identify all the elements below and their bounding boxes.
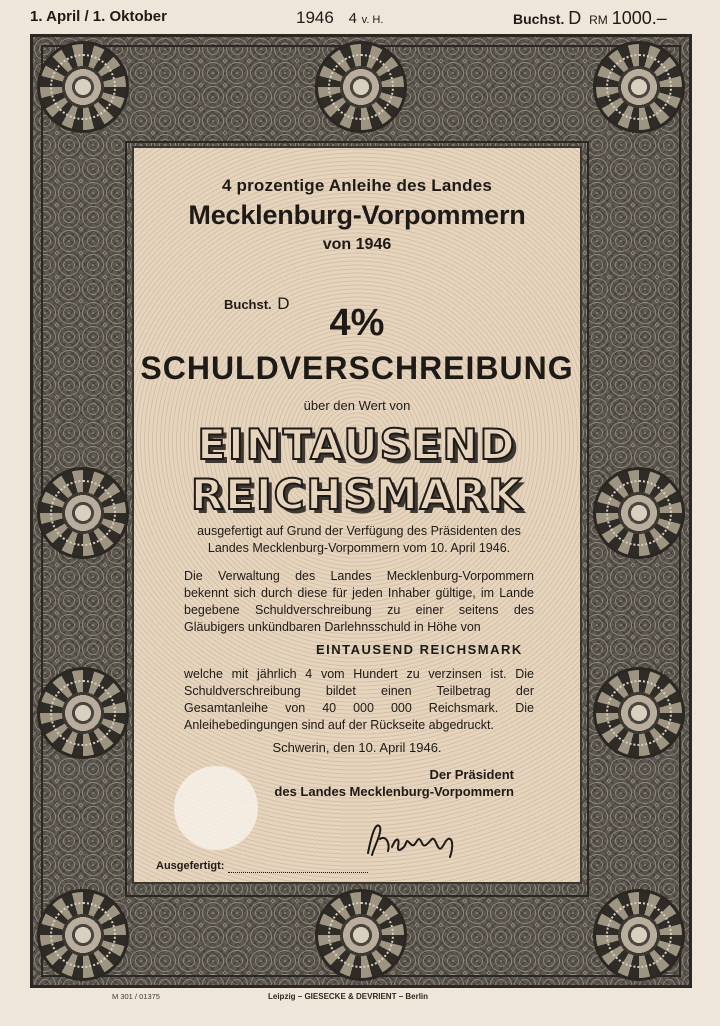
rosette-mid-left <box>37 467 129 559</box>
amount-line-2: REICHSMARK <box>190 470 524 519</box>
issued-signature-line <box>228 872 368 873</box>
interest-percent: 4% <box>329 302 385 344</box>
header-rate: 4 <box>348 10 357 27</box>
header-currency: RM <box>589 13 608 27</box>
header-series-letter: D <box>568 8 582 28</box>
printer-imprint: Leipzig – GIESECKE & DEVRIENT – Berlin <box>268 992 429 1001</box>
amount-line-1: EINTAUSEND <box>197 420 517 469</box>
header-year: 1946 <box>296 8 334 27</box>
bond-title: SCHULDVERSCHREIBUNG <box>140 350 574 386</box>
state-name: Mecklenburg-Vorpommern <box>188 200 526 230</box>
series-letter: D <box>277 294 290 313</box>
handwritten-signature <box>362 813 462 863</box>
certificate-panel <box>132 146 582 884</box>
header-series-value <box>513 8 667 29</box>
rosette-top-right <box>593 41 685 133</box>
amount-in-words: EINTAUSEND REICHSMARK <box>316 642 523 657</box>
header-face-value: 1000.– <box>611 8 667 28</box>
president-block <box>134 766 514 800</box>
rosette-bottom-center <box>315 889 407 981</box>
place-and-date: Schwerin, den 10. April 1946. <box>272 740 442 755</box>
rosette-bottom-left <box>37 889 129 981</box>
president-office: des Landes Mecklenburg-Vorpommern <box>274 784 514 799</box>
coupon-dates: 1. April / 1. Oktober <box>30 8 167 25</box>
rosette-mid-right <box>593 467 685 559</box>
terms-paragraph: welche mit jährlich 4 vom Hundert zu verzinsen ist. Die Schuldverschreibung bildet einen Teilbetrag der Gesamtanleihe von 40 000 000 Reichsmark. Die Anleihebedingungen sind auf der Rückseite abgedruckt. <box>184 667 534 732</box>
value-of-label: über den Wert von <box>303 398 411 413</box>
loan-year: von 1946 <box>322 236 392 253</box>
rosette-bottom-right <box>593 889 685 981</box>
form-code: M 301 / 01375 <box>112 992 160 1001</box>
issued-label: Ausgefertigt: <box>156 860 225 872</box>
obligation-paragraph: Die Verwaltung des Landes Mecklenburg-Vorpommern bekennt sich durch diese für jeden Inhaber gültige, im Lande begebene Schuldverschreibung zu einer seitens des Gläubigers unkündbaren Darlehnsschuld in Höhe von <box>184 569 534 634</box>
rosette-lower-right <box>593 667 685 759</box>
decree-text: ausgefertigt auf Grund der Verfügung des Präsidenten des Landes Mecklenburg-Vorpommern vom 10. April 1946. <box>197 524 521 555</box>
header-series-label: Buchst. <box>513 11 565 27</box>
president-title: Der Präsident <box>429 767 514 782</box>
loan-subtitle: 4 prozentige Anleihe des Landes <box>221 176 493 195</box>
rosette-top-center <box>315 41 407 133</box>
header-year-rate <box>296 8 383 28</box>
series-label: Buchst. <box>224 297 272 312</box>
rosette-lower-left <box>37 667 129 759</box>
header-rate-unit: v. H. <box>361 14 384 26</box>
rosette-top-left <box>37 41 129 133</box>
